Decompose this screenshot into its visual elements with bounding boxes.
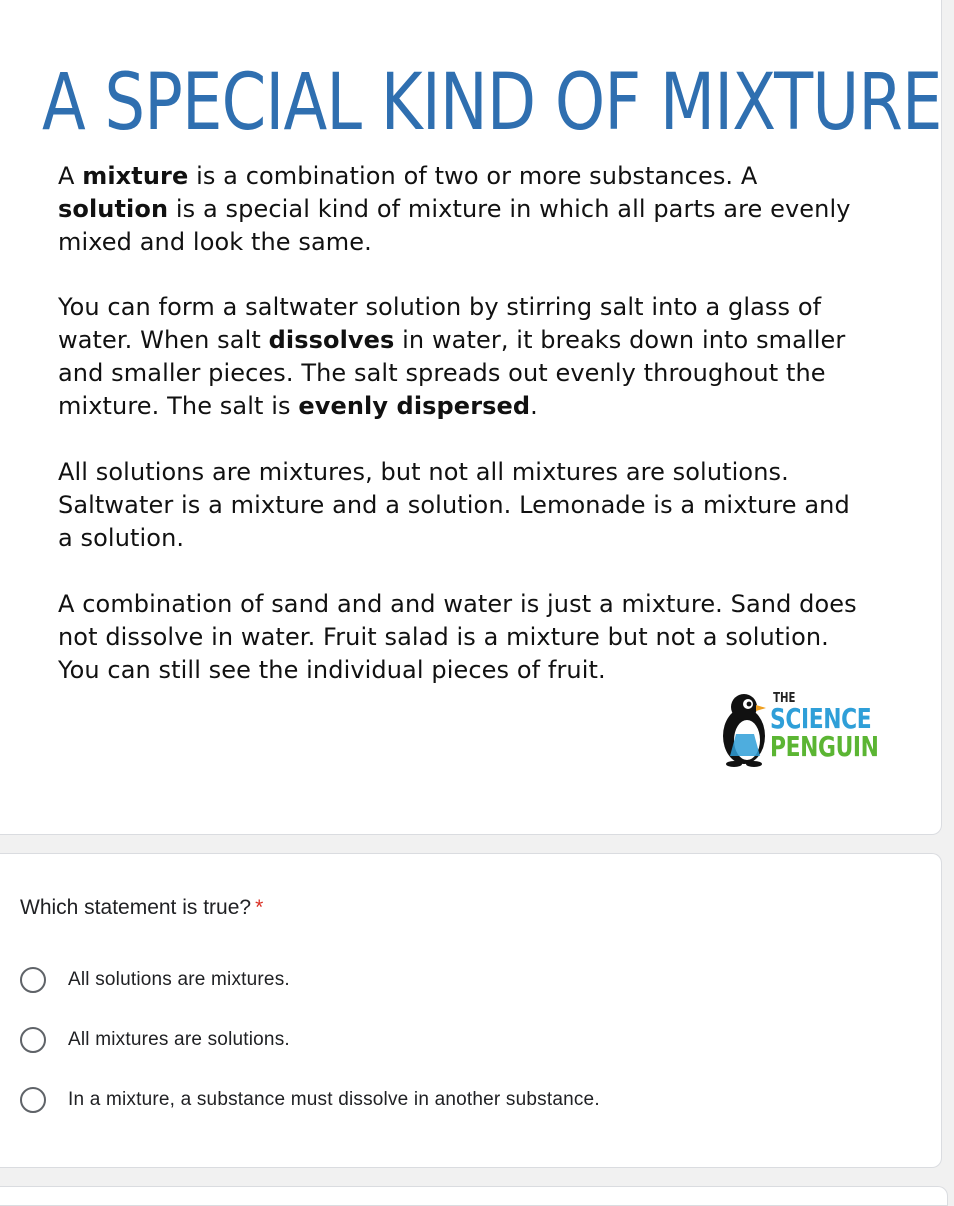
next-card <box>0 1186 948 1206</box>
term-dissolves: dissolves <box>268 326 395 354</box>
question-title: Which statement is true? * <box>20 896 264 919</box>
radio-button[interactable] <box>20 967 46 993</box>
passage-paragraph-1: A mixture is a combination of two or more substances. A solution is a special kind of mixture in which all parts are evenly mixed and look the same. <box>58 162 851 256</box>
term-mixture: mixture <box>82 162 189 190</box>
option-3[interactable] <box>20 1084 600 1116</box>
option-label: All mixtures are solutions. <box>68 1029 290 1050</box>
science-penguin-logo <box>720 690 880 768</box>
logo-wordmark: THE SCIENCE PENGUIN <box>770 691 879 763</box>
passage-title: A SPECIAL KIND OF MIXTURE <box>42 58 942 148</box>
term-evenly-dispersed: evenly dispersed <box>298 392 531 420</box>
radio-button[interactable] <box>20 1087 46 1113</box>
required-asterisk: * <box>255 896 264 919</box>
option-2[interactable] <box>20 1024 290 1056</box>
penguin-icon <box>720 690 772 768</box>
option-label: In a mixture, a substance must dissolve in another substance. <box>68 1089 600 1110</box>
passage-paragraph-2: You can form a saltwater solution by stirring salt into a glass of water. When salt dissolves in water, it breaks down into smaller and smaller pieces. The salt spreads out evenly throughout the mixture. The salt is evenly dispersed. <box>58 293 846 420</box>
passage-paragraph-3: All solutions are mixtures, but not all mixtures are solutions. Saltwater is a mixture and a solution. Lemonade is a mixture and a solution. <box>58 458 850 552</box>
option-label: All solutions are mixtures. <box>68 969 290 990</box>
option-1[interactable] <box>20 964 290 996</box>
passage-paragraph-4: A combination of sand and and water is just a mixture. Sand does not dissolve in water. Fruit salad is a mixture but not a solution. You can still see the individual pieces of fruit. <box>58 590 857 684</box>
radio-button[interactable] <box>20 1027 46 1053</box>
term-solution: solution <box>58 195 169 223</box>
